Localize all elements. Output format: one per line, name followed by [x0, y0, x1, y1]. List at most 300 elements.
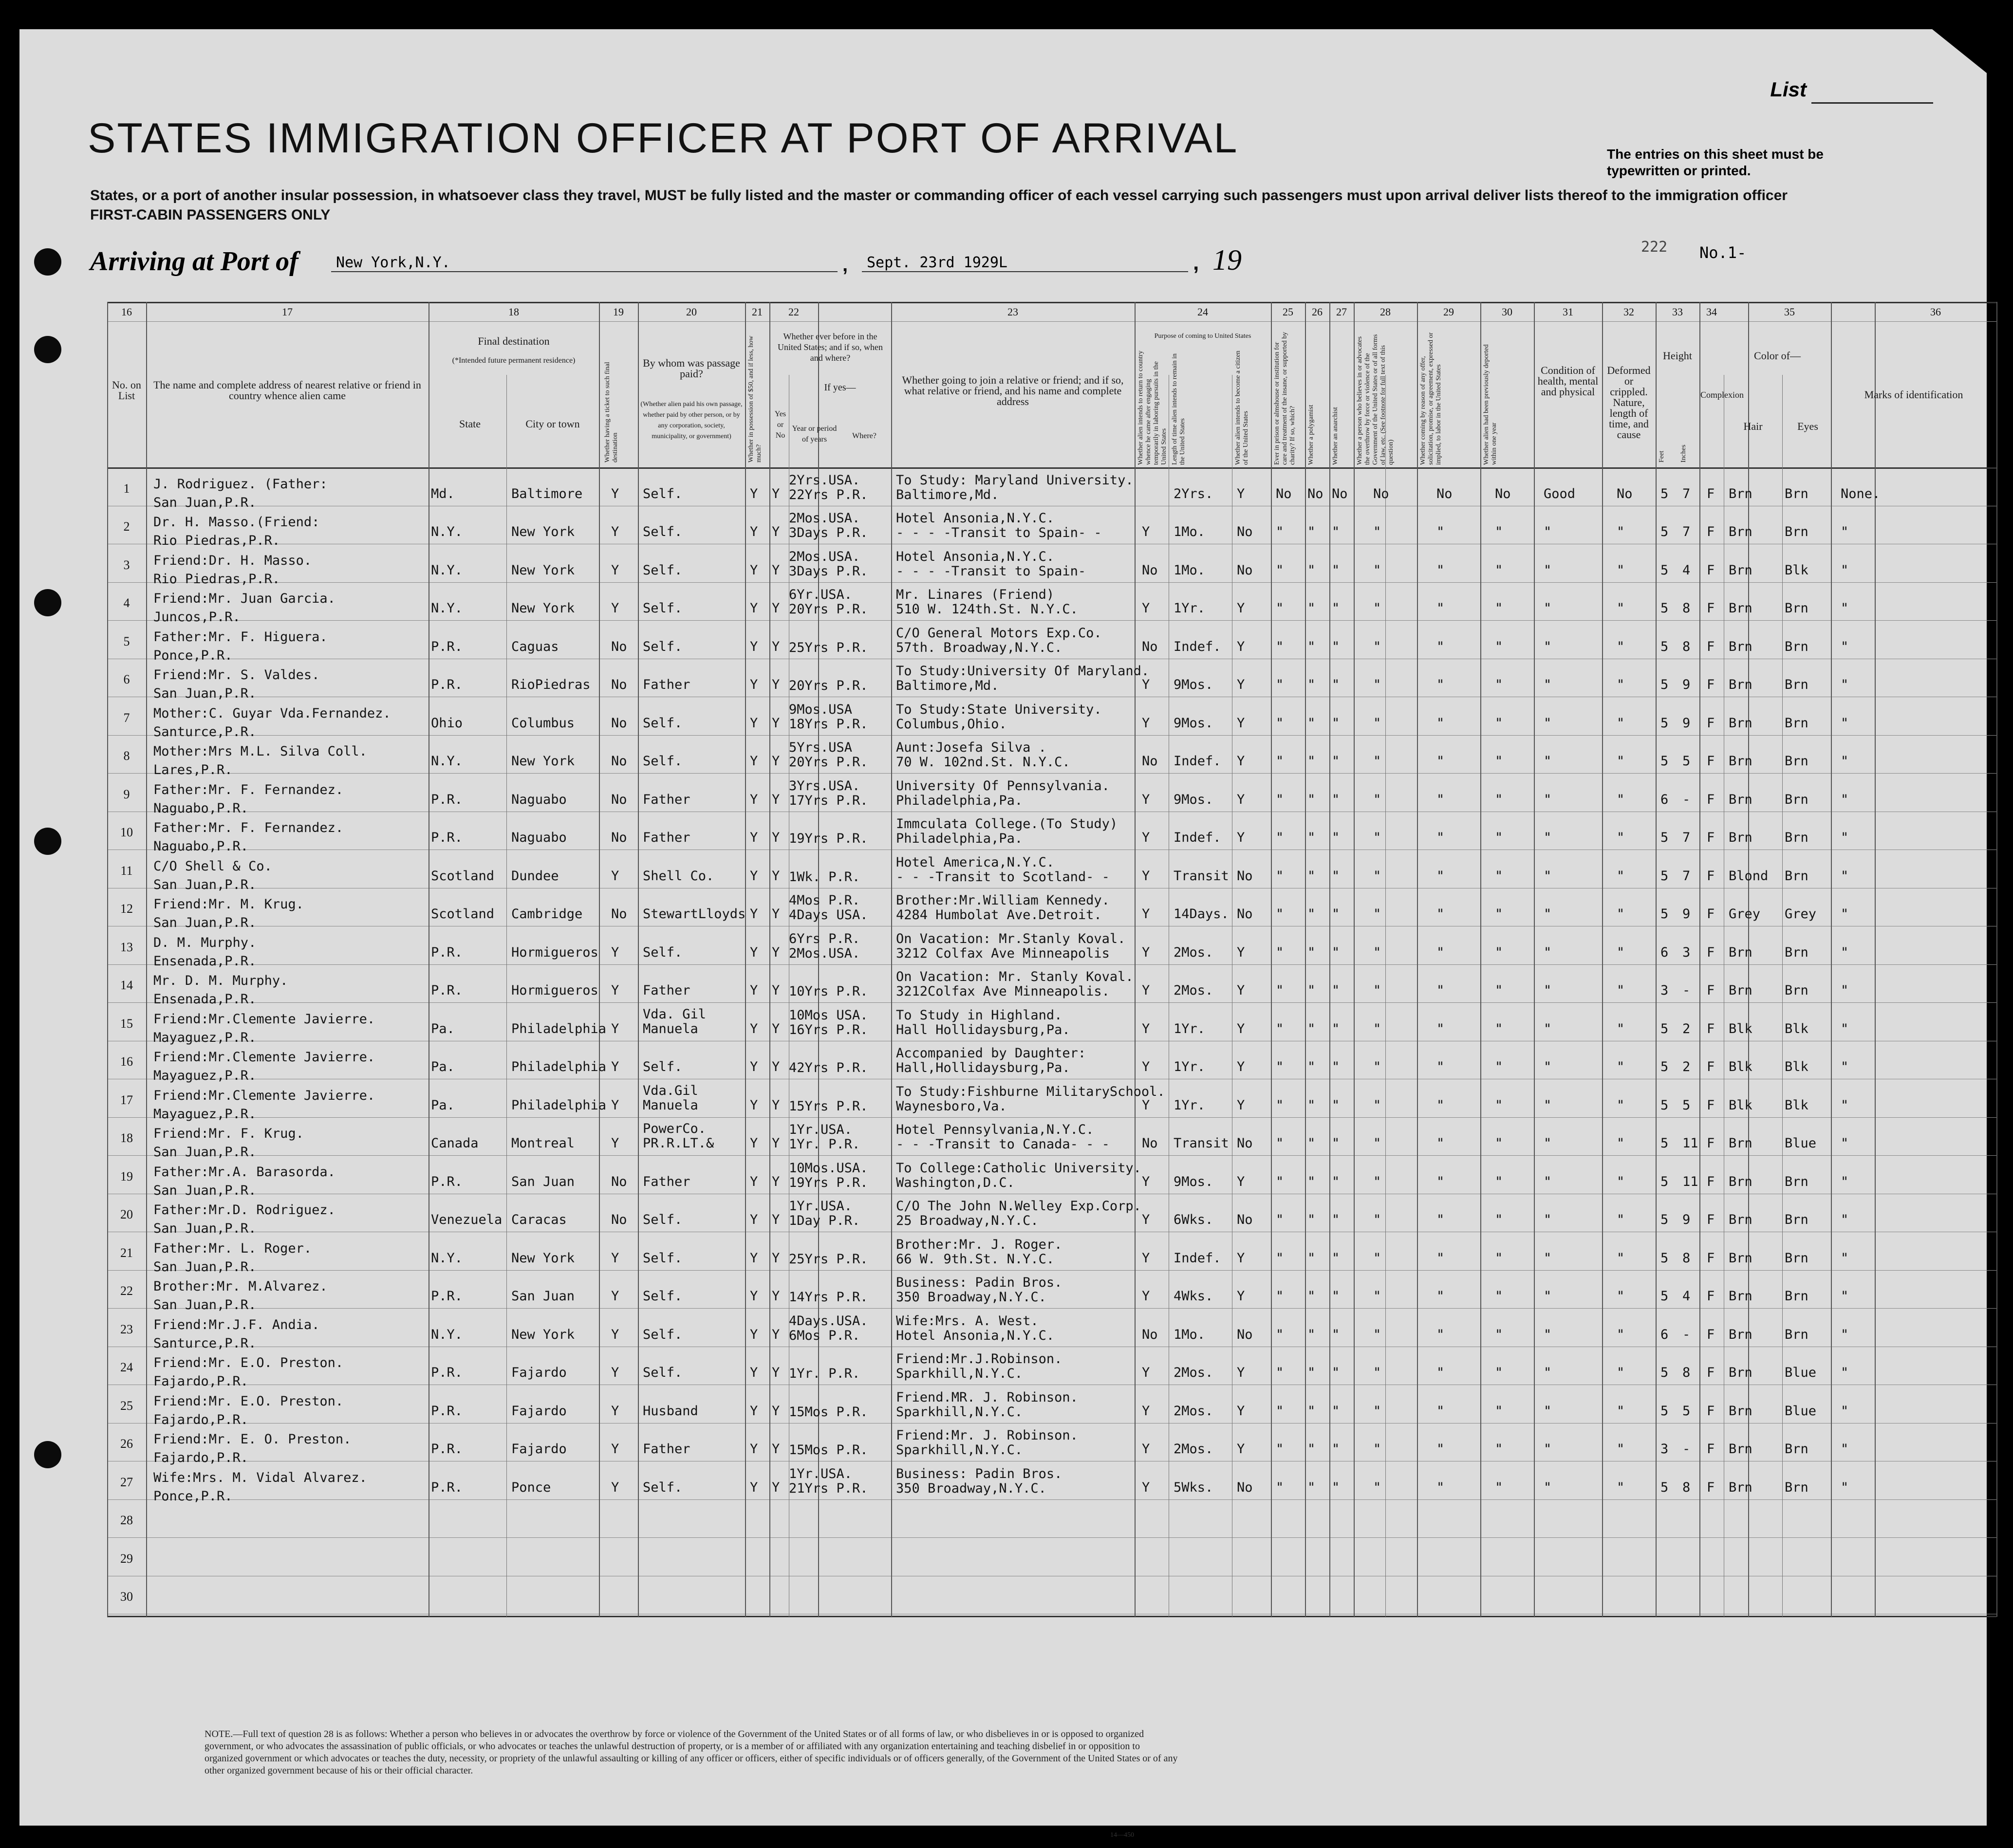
purpose-length: 9Mos. — [1174, 792, 1213, 807]
marks-value: " — [1841, 1327, 1849, 1342]
purpose-return: Y — [1142, 868, 1150, 884]
marks-value: " — [1841, 830, 1849, 845]
purpose-return: No — [1142, 639, 1158, 654]
purpose-length: 2Mos. — [1174, 1403, 1213, 1419]
anarchist-value: " — [1332, 1212, 1340, 1227]
complexion-value: F — [1707, 1097, 1715, 1113]
height-inches: 8 — [1682, 639, 1691, 654]
eyes-value: Brn — [1785, 1479, 1808, 1495]
height-inches: 3 — [1682, 944, 1691, 960]
row-rule — [107, 1002, 1996, 1003]
deformed-value: " — [1617, 944, 1625, 960]
page-title: STATES IMMIGRATION OFFICER AT PORT OF ARRIVAL — [88, 115, 1239, 162]
destination-city: Philadelphia — [511, 1059, 607, 1074]
passage-paid-by: Self. — [643, 754, 683, 769]
complexion-value: F — [1707, 562, 1715, 578]
ticket-value: No — [611, 677, 627, 692]
join-line-1: Brother:Mr.William Kennedy. — [896, 893, 1110, 908]
before-period-2: 20Yrs P.R. — [789, 678, 868, 693]
passage-paid-by: Manuela — [643, 1097, 698, 1113]
join-line-2: 66 W. 9th.St. N.Y.C. — [896, 1251, 1055, 1267]
ticket-value: No — [611, 906, 627, 922]
ticket-value: Y — [611, 1479, 619, 1495]
height-feet: 5 — [1660, 1479, 1669, 1495]
header-if-yes: If yes— — [824, 382, 856, 393]
q29-value: " — [1436, 944, 1445, 960]
before-period-2: 1Wk. P.R. — [789, 869, 860, 885]
q29-value: " — [1436, 524, 1445, 539]
column-rule — [1305, 302, 1306, 1617]
eyes-value: Brn — [1785, 1441, 1808, 1457]
q30-value: " — [1495, 1479, 1503, 1495]
column-rule — [638, 302, 639, 1617]
relative-name: Father:Mr. F. Fernandez. — [153, 820, 344, 835]
relative-name: Friend:Mr. S. Valdes. — [153, 667, 320, 683]
prison-value: " — [1276, 1479, 1284, 1495]
purpose-citizen: Y — [1237, 792, 1245, 807]
join-line-2: 57th. Broadway,N.Y.C. — [896, 640, 1062, 655]
deformed-value: " — [1617, 754, 1625, 769]
relative-name: Friend:Mr. F. Krug. — [153, 1126, 304, 1141]
purpose-citizen: Y — [1237, 1059, 1245, 1074]
join-line-1: Friend.MR. J. Robinson. — [896, 1389, 1078, 1405]
health-value: " — [1544, 1212, 1552, 1227]
relative-name: Friend:Dr. H. Masso. — [153, 553, 312, 568]
ticket-value: Y — [611, 983, 619, 998]
height-inches: 9 — [1682, 715, 1691, 731]
destination-state: P.R. — [431, 1174, 463, 1189]
ticket-value: No — [611, 1212, 627, 1227]
complexion-value: F — [1707, 1289, 1715, 1304]
row-number: 28 — [120, 1513, 133, 1527]
q28-value: " — [1373, 1365, 1381, 1380]
complexion-value: F — [1707, 906, 1715, 922]
height-feet: 6 — [1660, 792, 1669, 807]
relative-address: Rio Piedras,P.R. — [153, 571, 280, 587]
destination-city: Philadelphia — [511, 1097, 607, 1113]
before-yes-no: Y — [772, 715, 780, 731]
hair-value: Brn — [1729, 944, 1752, 960]
column-number: 33 — [1672, 306, 1683, 318]
list-number-line — [1811, 102, 1933, 104]
marks-value: " — [1841, 1250, 1849, 1266]
money-value: Y — [750, 715, 758, 731]
ticket-value: Y — [611, 944, 619, 960]
before-period-1: 10Mos.USA. — [789, 1160, 868, 1176]
polygamist-value: " — [1307, 1479, 1316, 1495]
header-passage: By whom was passage paid? — [643, 357, 740, 380]
join-line-2: Waynesboro,Va. — [896, 1098, 1007, 1114]
purpose-length: 9Mos. — [1174, 677, 1213, 692]
deformed-value: " — [1617, 1212, 1625, 1227]
passage-paid-by: Father — [643, 1441, 690, 1457]
health-value: " — [1544, 1289, 1552, 1304]
complexion-value: F — [1707, 1365, 1715, 1380]
height-feet: 5 — [1660, 1403, 1669, 1419]
header-anarchist: Whether an anarchist — [1332, 407, 1339, 465]
header-feet: Feet — [1658, 450, 1665, 462]
header-bottom-rule — [107, 467, 1996, 469]
health-value: " — [1544, 944, 1552, 960]
join-line-1: Wife:Mrs. A. West. — [896, 1313, 1039, 1329]
header-state: State — [459, 418, 481, 430]
row-number: 27 — [120, 1475, 133, 1489]
header-purpose: Purpose of coming to United States — [1154, 333, 1251, 340]
prison-value: " — [1276, 754, 1284, 769]
before-period-2: 3Days P.R. — [789, 563, 868, 579]
passage-paid-by: Self. — [643, 715, 683, 731]
row-rule — [107, 773, 1996, 774]
destination-city: San Juan — [511, 1289, 575, 1304]
height-inches: 5 — [1682, 754, 1691, 769]
before-period-2: 42Yrs P.R. — [789, 1060, 868, 1075]
complexion-value: F — [1707, 754, 1715, 769]
q29-value: " — [1436, 1136, 1445, 1151]
row-number: 12 — [120, 902, 133, 916]
header-passage-note: (Whether alien paid his own passage, whether paid by other person, or by any corporation, society, municipality, or government) — [640, 401, 743, 440]
relative-name: Mother:Mrs M.L. Silva Coll. — [153, 744, 367, 759]
destination-city: Hormigueros — [511, 944, 598, 960]
purpose-return: Y — [1142, 1441, 1150, 1457]
join-line-1: To Study:University Of Maryland. — [896, 664, 1150, 679]
row-number: 7 — [123, 710, 130, 725]
height-feet: 5 — [1660, 562, 1669, 578]
join-line-1: Brother:Mr. J. Roger. — [896, 1237, 1062, 1252]
join-line-2: 25 Broadway,N.Y.C. — [896, 1213, 1039, 1228]
anarchist-value: " — [1332, 1250, 1340, 1266]
before-period-2: 3Days P.R. — [789, 525, 868, 540]
purpose-length: Transit — [1174, 868, 1229, 884]
ticket-value: No — [611, 1174, 627, 1189]
q28-value: " — [1373, 1403, 1381, 1419]
purpose-length: 9Mos. — [1174, 1174, 1213, 1189]
purpose-citizen: Y — [1237, 983, 1245, 998]
eyes-value: Blue — [1785, 1365, 1817, 1380]
row-rule — [107, 964, 1996, 965]
row-number: 24 — [120, 1360, 133, 1374]
height-feet: 5 — [1660, 639, 1669, 654]
list-label: List — [1770, 78, 1807, 101]
money-value: Y — [750, 754, 758, 769]
eyes-value: Brn — [1785, 677, 1808, 692]
purpose-return: Y — [1142, 601, 1150, 616]
polygamist-value: " — [1307, 754, 1316, 769]
column-rule — [146, 302, 147, 1617]
column-rule — [745, 302, 746, 1617]
prison-value: " — [1276, 868, 1284, 884]
column-rule — [599, 302, 600, 1617]
relative-name: Friend:Mr. E.O. Preston. — [153, 1393, 344, 1409]
join-line-2: Sparkhill,N.Y.C. — [896, 1404, 1023, 1420]
anarchist-value: " — [1332, 677, 1340, 692]
purpose-length: 1Yr. — [1174, 1097, 1206, 1113]
hair-value: Brn — [1729, 754, 1752, 769]
height-feet: 5 — [1660, 677, 1669, 692]
destination-city: Fajardo — [511, 1403, 567, 1419]
header-color-of: Color of— — [1754, 350, 1801, 362]
before-period-1: 3Yrs.USA. — [789, 778, 860, 794]
q28-value: " — [1373, 524, 1381, 539]
purpose-length: 2Mos. — [1174, 983, 1213, 998]
column-number: 29 — [1443, 306, 1454, 318]
q29-value: " — [1436, 1097, 1445, 1113]
height-inches: 2 — [1682, 1021, 1691, 1036]
anarchist-value: " — [1332, 754, 1340, 769]
purpose-length: 6Wks. — [1174, 1212, 1213, 1227]
money-value: Y — [750, 792, 758, 807]
relative-name: Friend:Mr. E. O. Preston. — [153, 1432, 352, 1447]
passage-paid-by: Father — [643, 830, 690, 845]
prison-value: " — [1276, 524, 1284, 539]
passage-paid-by: StewartLloyds — [643, 906, 746, 922]
row-rule — [107, 1308, 1996, 1309]
prison-value: " — [1276, 715, 1284, 731]
header-prison: Ever in prison or almshouse or institution for care and treatment of the insane, or supported by charity? If so, which? — [1273, 332, 1296, 465]
q30-value: " — [1495, 1136, 1503, 1151]
q29-value: " — [1436, 639, 1445, 654]
purpose-citizen: No — [1237, 906, 1253, 922]
q30-value: " — [1495, 868, 1503, 884]
money-value: Y — [750, 1097, 758, 1113]
polygamist-value: " — [1307, 639, 1316, 654]
relative-name: Mr. D. M. Murphy. — [153, 973, 288, 988]
header-where: Where? — [852, 432, 876, 440]
money-value: Y — [750, 1250, 758, 1266]
relative-name: D. M. Murphy. — [153, 935, 257, 950]
money-value: Y — [750, 906, 758, 922]
header-city: City or town — [525, 418, 580, 430]
passage-paid-by: Self. — [643, 1289, 683, 1304]
passage-paid-by: Father — [643, 677, 690, 692]
join-line-2: Philadelphia,Pa. — [896, 793, 1023, 808]
header-eyes: Eyes — [1797, 420, 1818, 432]
column-rule — [1354, 302, 1355, 1617]
health-value: " — [1544, 1403, 1552, 1419]
destination-city: New York — [511, 754, 575, 769]
destination-state: P.R. — [431, 792, 463, 807]
row-number: 21 — [120, 1245, 133, 1260]
purpose-length: 1Yr. — [1174, 1021, 1206, 1036]
before-period-2: 6Mos P.R. — [789, 1328, 860, 1343]
money-value: Y — [750, 868, 758, 884]
ticket-value: Y — [611, 1365, 619, 1380]
marks-value: " — [1841, 983, 1849, 998]
before-period-1: 6Yr.USA. — [789, 587, 853, 602]
polygamist-value: " — [1307, 1365, 1316, 1380]
deformed-value: No — [1617, 486, 1633, 501]
q28-value: No — [1373, 486, 1389, 501]
before-yes-no: Y — [772, 944, 780, 960]
anarchist-value: " — [1332, 1365, 1340, 1380]
prison-value: " — [1276, 562, 1284, 578]
complexion-value: F — [1707, 677, 1715, 692]
prison-value: " — [1276, 639, 1284, 654]
before-period-2: 1Yr. P.R. — [789, 1137, 860, 1152]
column-number: 27 — [1336, 306, 1347, 318]
height-inches: 8 — [1682, 601, 1691, 616]
deformed-value: " — [1617, 830, 1625, 845]
q30-value: " — [1495, 830, 1503, 845]
before-period-1: 4Mos P.R. — [789, 893, 860, 908]
deformed-value: " — [1617, 1174, 1625, 1189]
row-number: 15 — [120, 1016, 133, 1031]
relative-address: Ensenada,P.R. — [153, 953, 257, 969]
money-value: Y — [750, 1174, 758, 1189]
height-feet: 3 — [1660, 983, 1669, 998]
before-yes-no: Y — [772, 792, 780, 807]
purpose-citizen: Y — [1237, 944, 1245, 960]
marks-value: " — [1841, 1212, 1849, 1227]
join-line-2: 350 Broadway,N.Y.C. — [896, 1480, 1046, 1496]
height-feet: 5 — [1660, 524, 1669, 539]
join-line-2: Philadelphia,Pa. — [896, 831, 1023, 846]
prison-value: " — [1276, 983, 1284, 998]
passenger-table — [107, 302, 1996, 1619]
purpose-length: Indef. — [1174, 754, 1221, 769]
before-period-2: 19Yrs P.R. — [789, 831, 868, 846]
prison-value: " — [1276, 1441, 1284, 1457]
deformed-value: " — [1617, 677, 1625, 692]
binder-hole — [34, 248, 61, 276]
before-period-2: 22Yrs P.R. — [789, 487, 868, 502]
ticket-value: No — [611, 639, 627, 654]
hair-value: Brn — [1729, 1441, 1752, 1457]
anarchist-value: " — [1332, 1059, 1340, 1074]
q30-value: " — [1495, 1174, 1503, 1189]
marks-value: " — [1841, 562, 1849, 578]
health-value: Good — [1544, 486, 1576, 501]
money-value: Y — [750, 677, 758, 692]
money-value: Y — [750, 486, 758, 501]
purpose-return: Y — [1142, 1479, 1150, 1495]
q28-value: " — [1373, 715, 1381, 731]
q29-value: " — [1436, 1479, 1445, 1495]
height-inches: 4 — [1682, 562, 1691, 578]
relative-name: J. Rodriguez. (Father: — [153, 476, 328, 492]
destination-state: N.Y. — [431, 562, 463, 578]
purpose-return: Y — [1142, 524, 1150, 539]
marks-value: None. — [1841, 486, 1881, 501]
destination-state: P.R. — [431, 1365, 463, 1380]
deformed-value: " — [1617, 1365, 1625, 1380]
polygamist-value: " — [1307, 1059, 1316, 1074]
anarchist-value: " — [1332, 601, 1340, 616]
header-year-period: Year or period of years — [792, 425, 837, 444]
ticket-value: Y — [611, 1289, 619, 1304]
relative-name: Mother:C. Guyar Vda.Fernandez. — [153, 705, 391, 721]
purpose-citizen: No — [1237, 1479, 1253, 1495]
column-rule — [107, 302, 108, 1617]
join-line-1: Hotel Pennsylvania,N.Y.C. — [896, 1122, 1094, 1137]
money-value: Y — [750, 1365, 758, 1380]
purpose-length: Indef. — [1174, 830, 1221, 845]
before-period-2: 21Yrs P.R. — [789, 1480, 868, 1496]
destination-city: New York — [511, 562, 575, 578]
column-number: 34 — [1706, 306, 1717, 318]
header-purpose-b: Length of time alien intends to remain in the United States — [1171, 353, 1186, 465]
before-yes-no: Y — [772, 1327, 780, 1342]
hair-value: Brn — [1729, 677, 1752, 692]
row-number: 20 — [120, 1207, 133, 1221]
header-class: FIRST-CABIN PASSENGERS ONLY — [90, 207, 331, 223]
relative-address: Fajardo,P.R. — [153, 1412, 249, 1427]
complexion-value: F — [1707, 1212, 1715, 1227]
column-rule — [1656, 302, 1657, 1617]
eyes-value: Brn — [1785, 754, 1808, 769]
join-line-1: To Study in Highland. — [896, 1007, 1062, 1023]
hair-value: Brn — [1729, 1403, 1752, 1419]
money-value: Y — [750, 1289, 758, 1304]
relative-name: Brother:Mr. M.Alvarez. — [153, 1279, 328, 1294]
q28-value: " — [1373, 944, 1381, 960]
hair-value: Brn — [1729, 486, 1752, 501]
purpose-citizen: Y — [1237, 830, 1245, 845]
relative-address: Mayaguez,P.R. — [153, 1068, 257, 1083]
header-inches: Inches — [1680, 444, 1687, 462]
purpose-length: 5Wks. — [1174, 1479, 1213, 1495]
destination-city: San Juan — [511, 1174, 575, 1189]
row-number: 18 — [120, 1131, 133, 1145]
ticket-value: No — [611, 715, 627, 731]
marks-value: " — [1841, 677, 1849, 692]
relative-name: Friend:Mr.Clemente Javierre. — [153, 1011, 375, 1027]
before-period-1: 9Mos.USA — [789, 702, 853, 717]
header-final-dest-note: (*Intended future permanent residence) — [452, 356, 576, 365]
money-value: Y — [750, 944, 758, 960]
money-value: Y — [750, 601, 758, 616]
join-line-1: On Vacation: Mr. Stanly Koval. — [896, 969, 1134, 984]
binder-hole — [34, 589, 61, 616]
q29-value: " — [1436, 830, 1445, 845]
relative-name: Friend:Mr.Clemente Javierre. — [153, 1088, 375, 1103]
row-number: 17 — [120, 1092, 133, 1107]
relative-name: Father:Mr. F. Fernandez. — [153, 782, 344, 797]
before-yes-no: Y — [772, 1250, 780, 1266]
destination-city: Naguabo — [511, 830, 567, 845]
eyes-value: Blue — [1785, 1136, 1817, 1151]
sub-column-rule — [1782, 375, 1783, 1617]
before-period-2: 17Yrs P.R. — [789, 793, 868, 808]
before-yes-no: Y — [772, 639, 780, 654]
polygamist-value: " — [1307, 1403, 1316, 1419]
row-number: 9 — [123, 787, 130, 801]
deformed-value: " — [1617, 868, 1625, 884]
hair-value: Blond — [1729, 868, 1769, 884]
health-value: " — [1544, 1059, 1552, 1074]
header-health: Condition of health, mental and physical — [1537, 364, 1599, 398]
destination-state: P.R. — [431, 1441, 463, 1457]
before-period-2: 20Yrs P.R. — [789, 755, 868, 770]
relative-address: San Juan,P.R. — [153, 1221, 257, 1236]
destination-state: P.R. — [431, 830, 463, 845]
before-yes-no: Y — [772, 1097, 780, 1113]
join-line-2: 350 Broadway,N.Y.C. — [896, 1290, 1046, 1305]
relative-address: Fajardo,P.R. — [153, 1450, 249, 1465]
passage-paid-by: Self. — [643, 1479, 683, 1495]
health-value: " — [1544, 830, 1552, 845]
destination-city: RioPiedras — [511, 677, 591, 692]
polygamist-value: " — [1307, 562, 1316, 578]
before-period-2: 20Yrs P.R. — [789, 602, 868, 617]
before-period-1: 2Mos.USA. — [789, 511, 860, 526]
port-field: New York,N.Y. — [331, 254, 838, 272]
destination-state: Pa. — [431, 1059, 455, 1074]
join-line-2: Hall,Hollidaysburg,Pa. — [896, 1060, 1070, 1075]
column-number: 16 — [121, 306, 132, 318]
column-number-rule — [107, 321, 1996, 322]
passage-paid-by: Self. — [643, 486, 683, 501]
eyes-value: Brn — [1785, 715, 1808, 731]
